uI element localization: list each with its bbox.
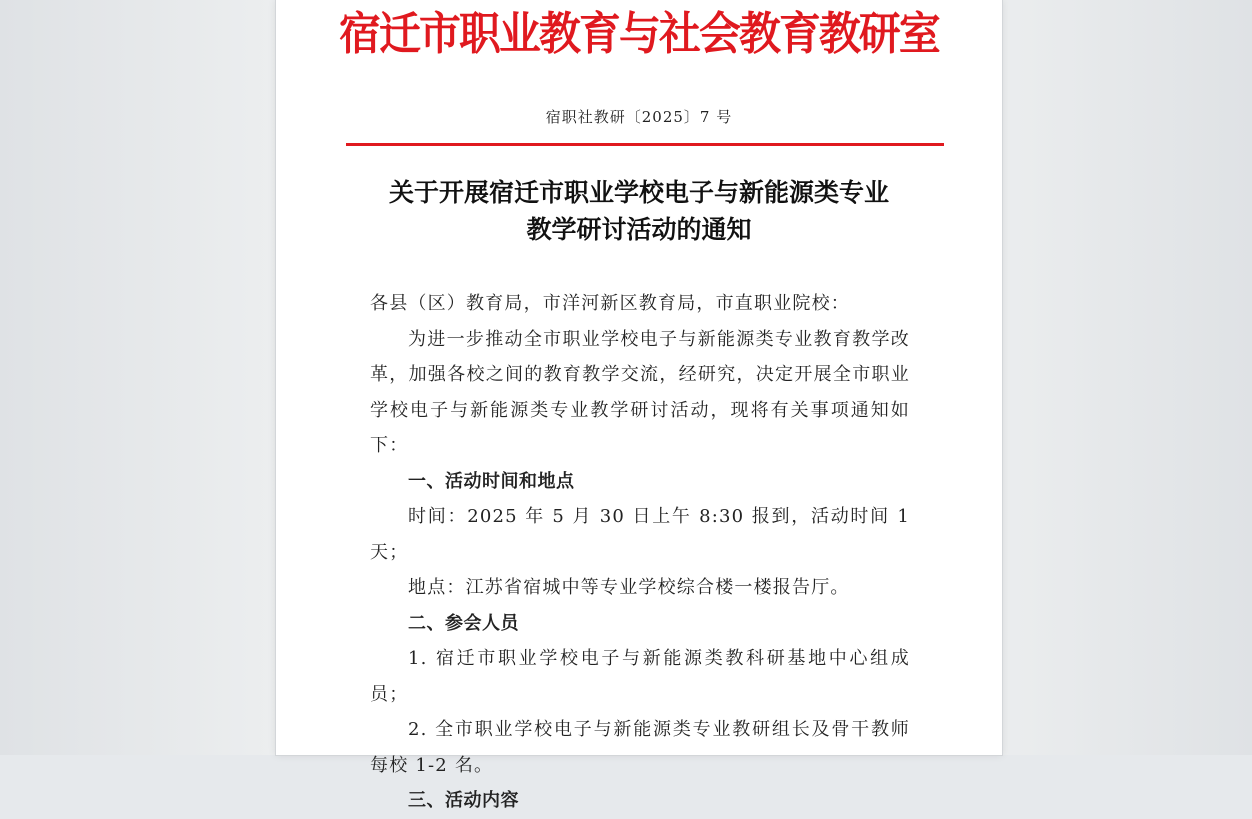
- section-heading-content: 三、活动内容: [408, 790, 519, 811]
- title-line-1: 关于开展宿迁市职业学校电子与新能源类专业: [388, 178, 889, 207]
- document-page: [276, 0, 1002, 811]
- event-time: 时间：2025 年 5 月 30 日上午 8:30 报到，活动时间 1 天；: [370, 506, 910, 563]
- title-line-2: 教学研讨活动的通知: [526, 215, 752, 244]
- red-divider-line: [346, 143, 944, 146]
- issuing-organization-header: 宿迁市职业教育与社会教育教研室: [339, 7, 939, 60]
- intro-paragraph: 为进一步推动全市职业学校电子与新能源类专业教育教学改革，加强各校之间的教育教学交流，经研究，决定开展全市职业学校电子与新能源类专业教学研讨活动，现将有关事项通知如下：: [370, 328, 910, 456]
- event-location: 地点：江苏省宿城中等专业学校综合楼一楼报告厅。: [408, 577, 850, 598]
- document-title: [276, 174, 1002, 248]
- document-body: [370, 286, 910, 819]
- section-heading-time-place: 一、活动时间和地点: [408, 470, 575, 492]
- document-number: 宿职社教研〔2025〕7 号: [545, 108, 733, 126]
- participants-item-2: 2. 全市职业学校电子与新能源类专业教研组长及骨干教师每校 1-2 名。: [370, 719, 910, 776]
- participants-item-1: 1. 宿迁市职业学校电子与新能源类教科研基地中心组成员；: [370, 648, 910, 705]
- section-heading-participants: 二、参会人员: [408, 612, 519, 634]
- salutation: 各县（区）教育局，市洋河新区教育局，市直职业院校：: [370, 293, 850, 314]
